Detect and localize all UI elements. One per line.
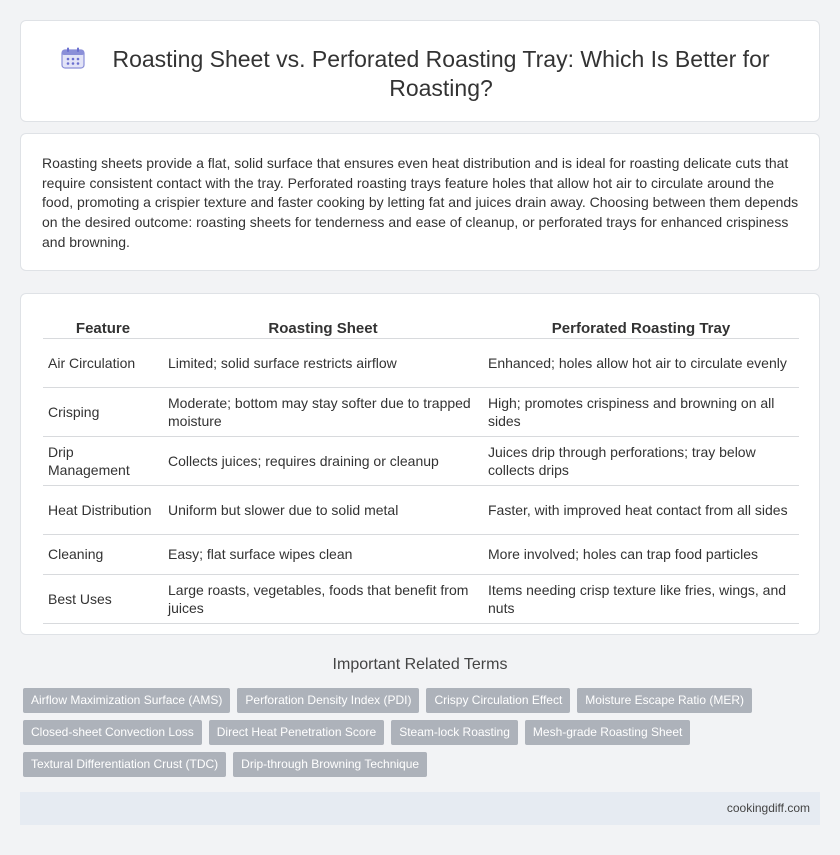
related-term-tag[interactable]: Drip-through Browning Technique xyxy=(233,752,427,777)
table-row xyxy=(43,387,799,436)
roasting-sheet-cell: Large roasts, vegetables, foods that benefit from juices xyxy=(163,574,483,623)
related-term-tag[interactable]: Airflow Maximization Surface (AMS) xyxy=(23,688,230,713)
related-term-tag[interactable]: Crispy Circulation Effect xyxy=(426,688,570,713)
roasting-sheet-cell: Limited; solid surface restricts airflow xyxy=(163,338,483,387)
table-row xyxy=(43,436,799,485)
roasting-sheet-cell: Collects juices; requires draining or cleanup xyxy=(163,436,483,485)
related-term-tag[interactable]: Steam-lock Roasting xyxy=(391,720,518,745)
table-row xyxy=(43,338,799,387)
perforated-tray-cell: Enhanced; holes allow hot air to circulate evenly xyxy=(483,338,799,387)
related-terms-list xyxy=(23,688,783,784)
table-row xyxy=(43,485,799,534)
related-terms-title: Important Related Terms xyxy=(332,656,508,673)
table-row xyxy=(43,574,799,623)
footer xyxy=(20,792,820,825)
feature-cell: Air Circulation xyxy=(43,338,163,387)
comparison-card xyxy=(20,293,820,635)
header-perforated-tray: Perforated Roasting Tray xyxy=(483,316,799,338)
perforated-tray-cell: High; promotes crispiness and browning on all sides xyxy=(483,387,799,436)
roasting-sheet-cell: Easy; flat surface wipes clean xyxy=(163,534,483,574)
related-term-tag[interactable]: Moisture Escape Ratio (MER) xyxy=(577,688,752,713)
feature-cell: Crisping xyxy=(43,387,163,436)
table-header-row xyxy=(43,316,799,338)
footer-site-link[interactable]: cookingdiff.com xyxy=(726,801,810,815)
feature-cell: Cleaning xyxy=(43,534,163,574)
intro-card xyxy=(20,133,820,271)
comparison-table xyxy=(43,316,799,624)
intro-paragraph: Roasting sheets provide a flat, solid surface that ensures even heat distribution and is ideal for roasting delicate cuts that require consistent contact with the tray. Perforated roasting trays feature holes that allow hot air to circulate around the food, promoting a crispier texture and faster cooking by letting fat and juices drain away. Choosing between them depends on the desired outcome: roasting sheets for tenderness and ease of cleanup, or perforated trays for enhanced crispiness and browning. xyxy=(42,155,799,250)
related-term-tag[interactable]: Textural Differentiation Crust (TDC) xyxy=(23,752,226,777)
perforated-tray-cell: More involved; holes can trap food particles xyxy=(483,534,799,574)
table-row xyxy=(43,534,799,574)
header-roasting-sheet: Roasting Sheet xyxy=(163,316,483,338)
perforated-tray-cell: Juices drip through perforations; tray below collects drips xyxy=(483,436,799,485)
related-term-tag[interactable]: Closed-sheet Convection Loss xyxy=(23,720,202,745)
feature-cell: Drip Management xyxy=(43,436,163,485)
header-feature: Feature xyxy=(43,316,163,338)
title-card xyxy=(20,20,820,122)
roasting-sheet-cell: Uniform but slower due to solid metal xyxy=(163,485,483,534)
feature-cell: Best Uses xyxy=(43,574,163,623)
feature-cell: Heat Distribution xyxy=(43,485,163,534)
page-title: Roasting Sheet vs. Perforated Roasting Tray: Which Is Better for Roasting? xyxy=(112,46,770,101)
related-term-tag[interactable]: Mesh-grade Roasting Sheet xyxy=(525,720,690,745)
perforated-tray-cell: Faster, with improved heat contact from all sides xyxy=(483,485,799,534)
related-term-tag[interactable]: Direct Heat Penetration Score xyxy=(209,720,384,745)
roasting-sheet-cell: Moderate; bottom may stay softer due to trapped moisture xyxy=(163,387,483,436)
related-term-tag[interactable]: Perforation Density Index (PDI) xyxy=(237,688,419,713)
perforated-tray-cell: Items needing crisp texture like fries, wings, and nuts xyxy=(483,574,799,623)
